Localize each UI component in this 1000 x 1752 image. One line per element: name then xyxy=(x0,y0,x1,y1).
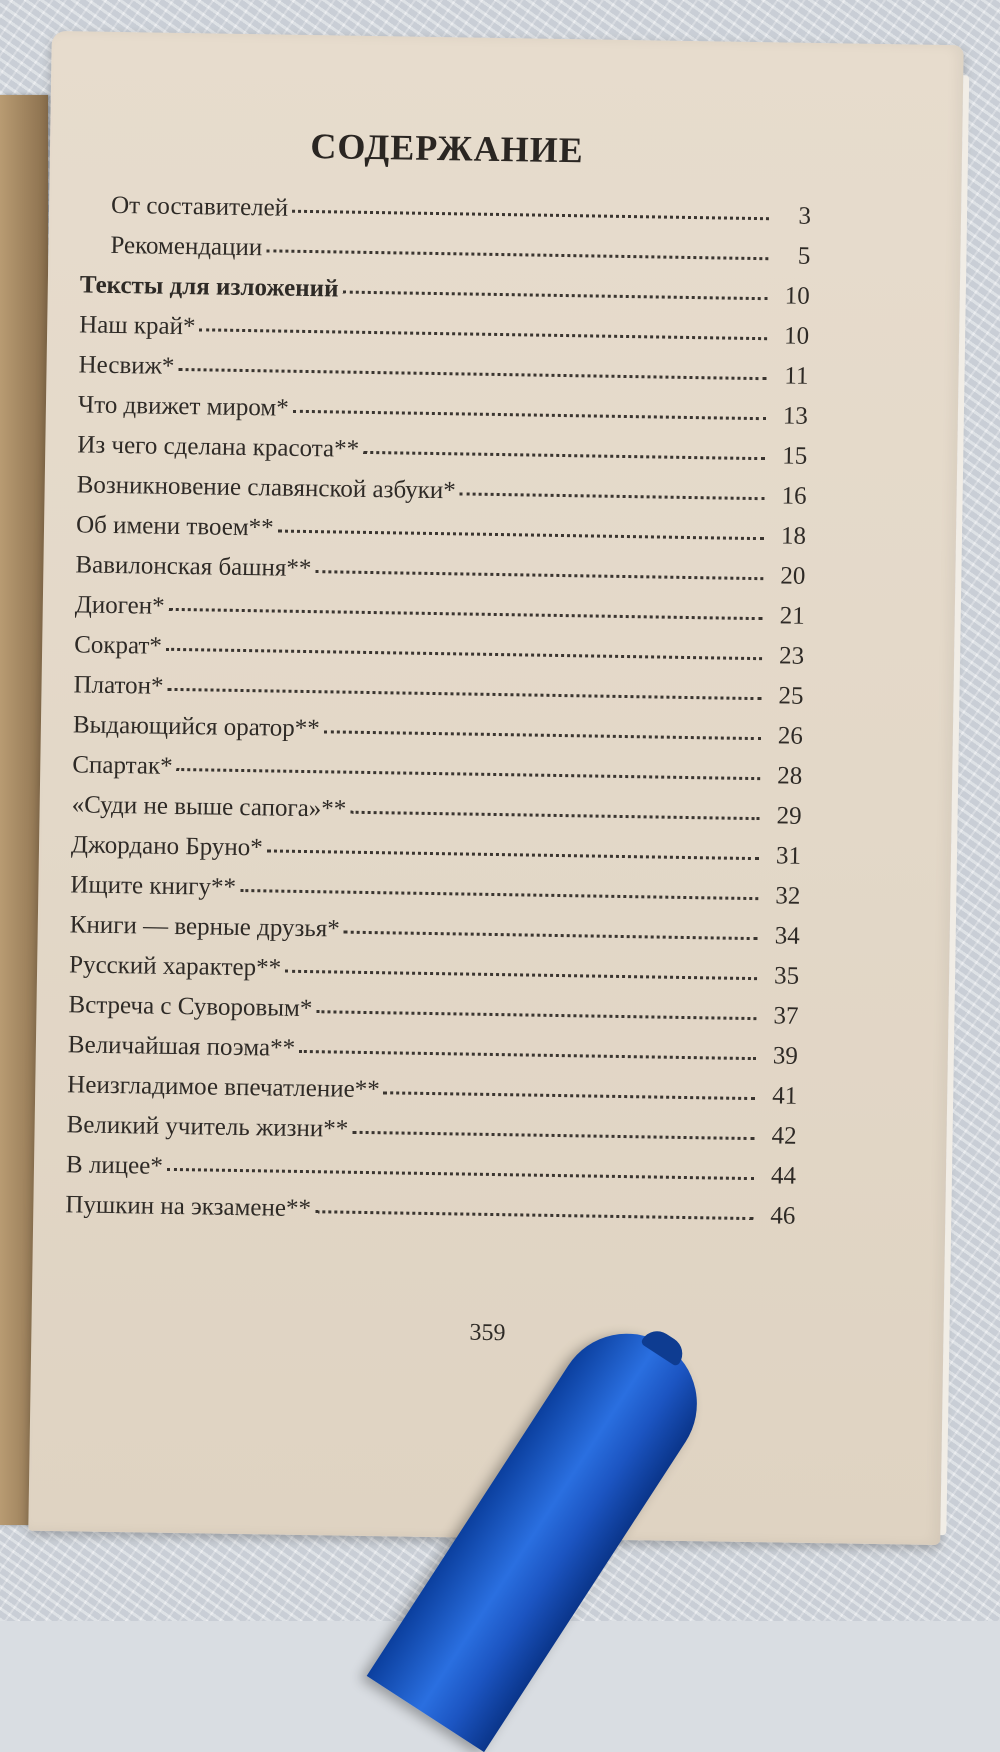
toc-entry-title: Величайшая поэма** xyxy=(67,1031,296,1062)
toc-entry-page: 31 xyxy=(775,842,802,870)
leader-dots xyxy=(350,810,759,820)
leader-dots xyxy=(316,1009,756,1020)
toc-entry-title: Неизгладимое впечатление** xyxy=(67,1071,380,1104)
toc-entry-title: Джордано Бруно* xyxy=(70,831,263,862)
toc-entry-page: 29 xyxy=(776,802,802,830)
toc-entry-page: 26 xyxy=(777,722,804,750)
leader-dots xyxy=(178,367,766,380)
toc-title: СОДЕРЖАНИЕ xyxy=(310,126,584,171)
toc-entry-page: 39 xyxy=(772,1042,799,1070)
leader-dots xyxy=(344,930,758,941)
leader-dots xyxy=(292,209,769,220)
toc-entry-title: От составителей xyxy=(110,191,289,222)
toc-entry-title: Сократ* xyxy=(73,631,163,660)
leader-dots xyxy=(299,1049,756,1060)
book-page xyxy=(28,31,963,1545)
leader-dots xyxy=(363,450,765,460)
table-of-contents xyxy=(65,93,813,1236)
toc-entry-title: «Суди не выше сапога»** xyxy=(71,791,347,823)
toc-entry-page: 28 xyxy=(777,762,803,790)
leader-dots xyxy=(324,729,761,740)
leader-dots xyxy=(315,1209,753,1220)
leader-dots xyxy=(199,327,767,340)
toc-entry-page: 25 xyxy=(778,682,804,710)
leader-dots xyxy=(342,290,767,301)
toc-entry-title: Возникновение славянской азбуки* xyxy=(76,471,456,505)
toc-entry-page: 11 xyxy=(784,362,809,390)
toc-entry-title: Из чего сделана красота** xyxy=(77,431,360,463)
toc-entry-page: 41 xyxy=(771,1082,798,1110)
toc-entry-title: Встреча с Суворовым* xyxy=(68,991,313,1023)
toc-entry-page: 21 xyxy=(779,602,805,630)
toc-entry-title: Об имени твоем** xyxy=(75,511,274,542)
toc-entry-title: Рекомендации xyxy=(110,231,263,262)
toc-entry-title: Великий учитель жизни** xyxy=(66,1111,349,1143)
leader-dots xyxy=(460,491,765,500)
leader-dots xyxy=(267,848,759,860)
leader-dots xyxy=(278,529,764,541)
toc-entry-title: Спартак* xyxy=(72,751,173,780)
toc-entry-title: Тексты для изложений xyxy=(79,271,339,303)
toc-entry-title: Ищите книгу** xyxy=(70,871,237,901)
leader-dots xyxy=(177,767,761,780)
toc-entry-page: 35 xyxy=(773,962,800,990)
leader-dots xyxy=(384,1090,756,1100)
leader-dots xyxy=(166,647,762,660)
leader-dots xyxy=(293,409,766,420)
toc-entry-page: 10 xyxy=(783,322,810,350)
toc-entry-title: Что движет миром* xyxy=(77,391,289,422)
toc-entry-title: Несвиж* xyxy=(78,351,175,380)
toc-entry-page: 20 xyxy=(780,562,806,590)
leader-dots xyxy=(169,607,763,620)
toc-entry-page: 42 xyxy=(771,1122,797,1150)
leader-dots xyxy=(352,1130,754,1140)
toc-entry-page: 37 xyxy=(773,1002,799,1030)
page-number: 359 xyxy=(469,1319,506,1347)
toc-entry-title: Наш край* xyxy=(79,311,196,341)
toc-entry-title: Диоген* xyxy=(74,591,165,620)
toc-entry-page: 44 xyxy=(770,1162,797,1190)
toc-entry-page: 34 xyxy=(774,922,800,950)
toc-entry-page: 15 xyxy=(782,442,808,470)
toc-entry-page: 13 xyxy=(782,402,809,430)
toc-entry-page: 18 xyxy=(780,522,807,550)
leader-dots xyxy=(240,888,758,900)
toc-entry-title: Книги — верные друзья* xyxy=(69,911,340,943)
toc-entry-page: 3 xyxy=(798,202,812,230)
toc-entry-title: Пушкин на экзамене** xyxy=(65,1191,312,1223)
toc-entry-page: 46 xyxy=(770,1202,796,1230)
toc-entry-title: В лицее* xyxy=(65,1151,164,1180)
toc-entry-page: 32 xyxy=(775,882,801,910)
leader-dots xyxy=(167,1167,754,1180)
toc-entry-title: Платон* xyxy=(73,671,164,700)
toc-entry-page: 23 xyxy=(778,642,805,670)
leader-dots xyxy=(315,569,763,580)
leader-dots xyxy=(266,248,768,260)
toc-entry-page: 10 xyxy=(784,282,810,310)
toc-entry-title: Русский характер** xyxy=(68,951,282,982)
leader-dots xyxy=(285,969,757,980)
toc-entry-page: 16 xyxy=(781,482,807,510)
toc-entry-title: Вавилонская башня** xyxy=(75,551,312,583)
toc-entry-page: 5 xyxy=(797,242,811,270)
toc-entry-title: Выдающийся оратор** xyxy=(72,711,320,743)
leader-dots xyxy=(167,687,761,700)
